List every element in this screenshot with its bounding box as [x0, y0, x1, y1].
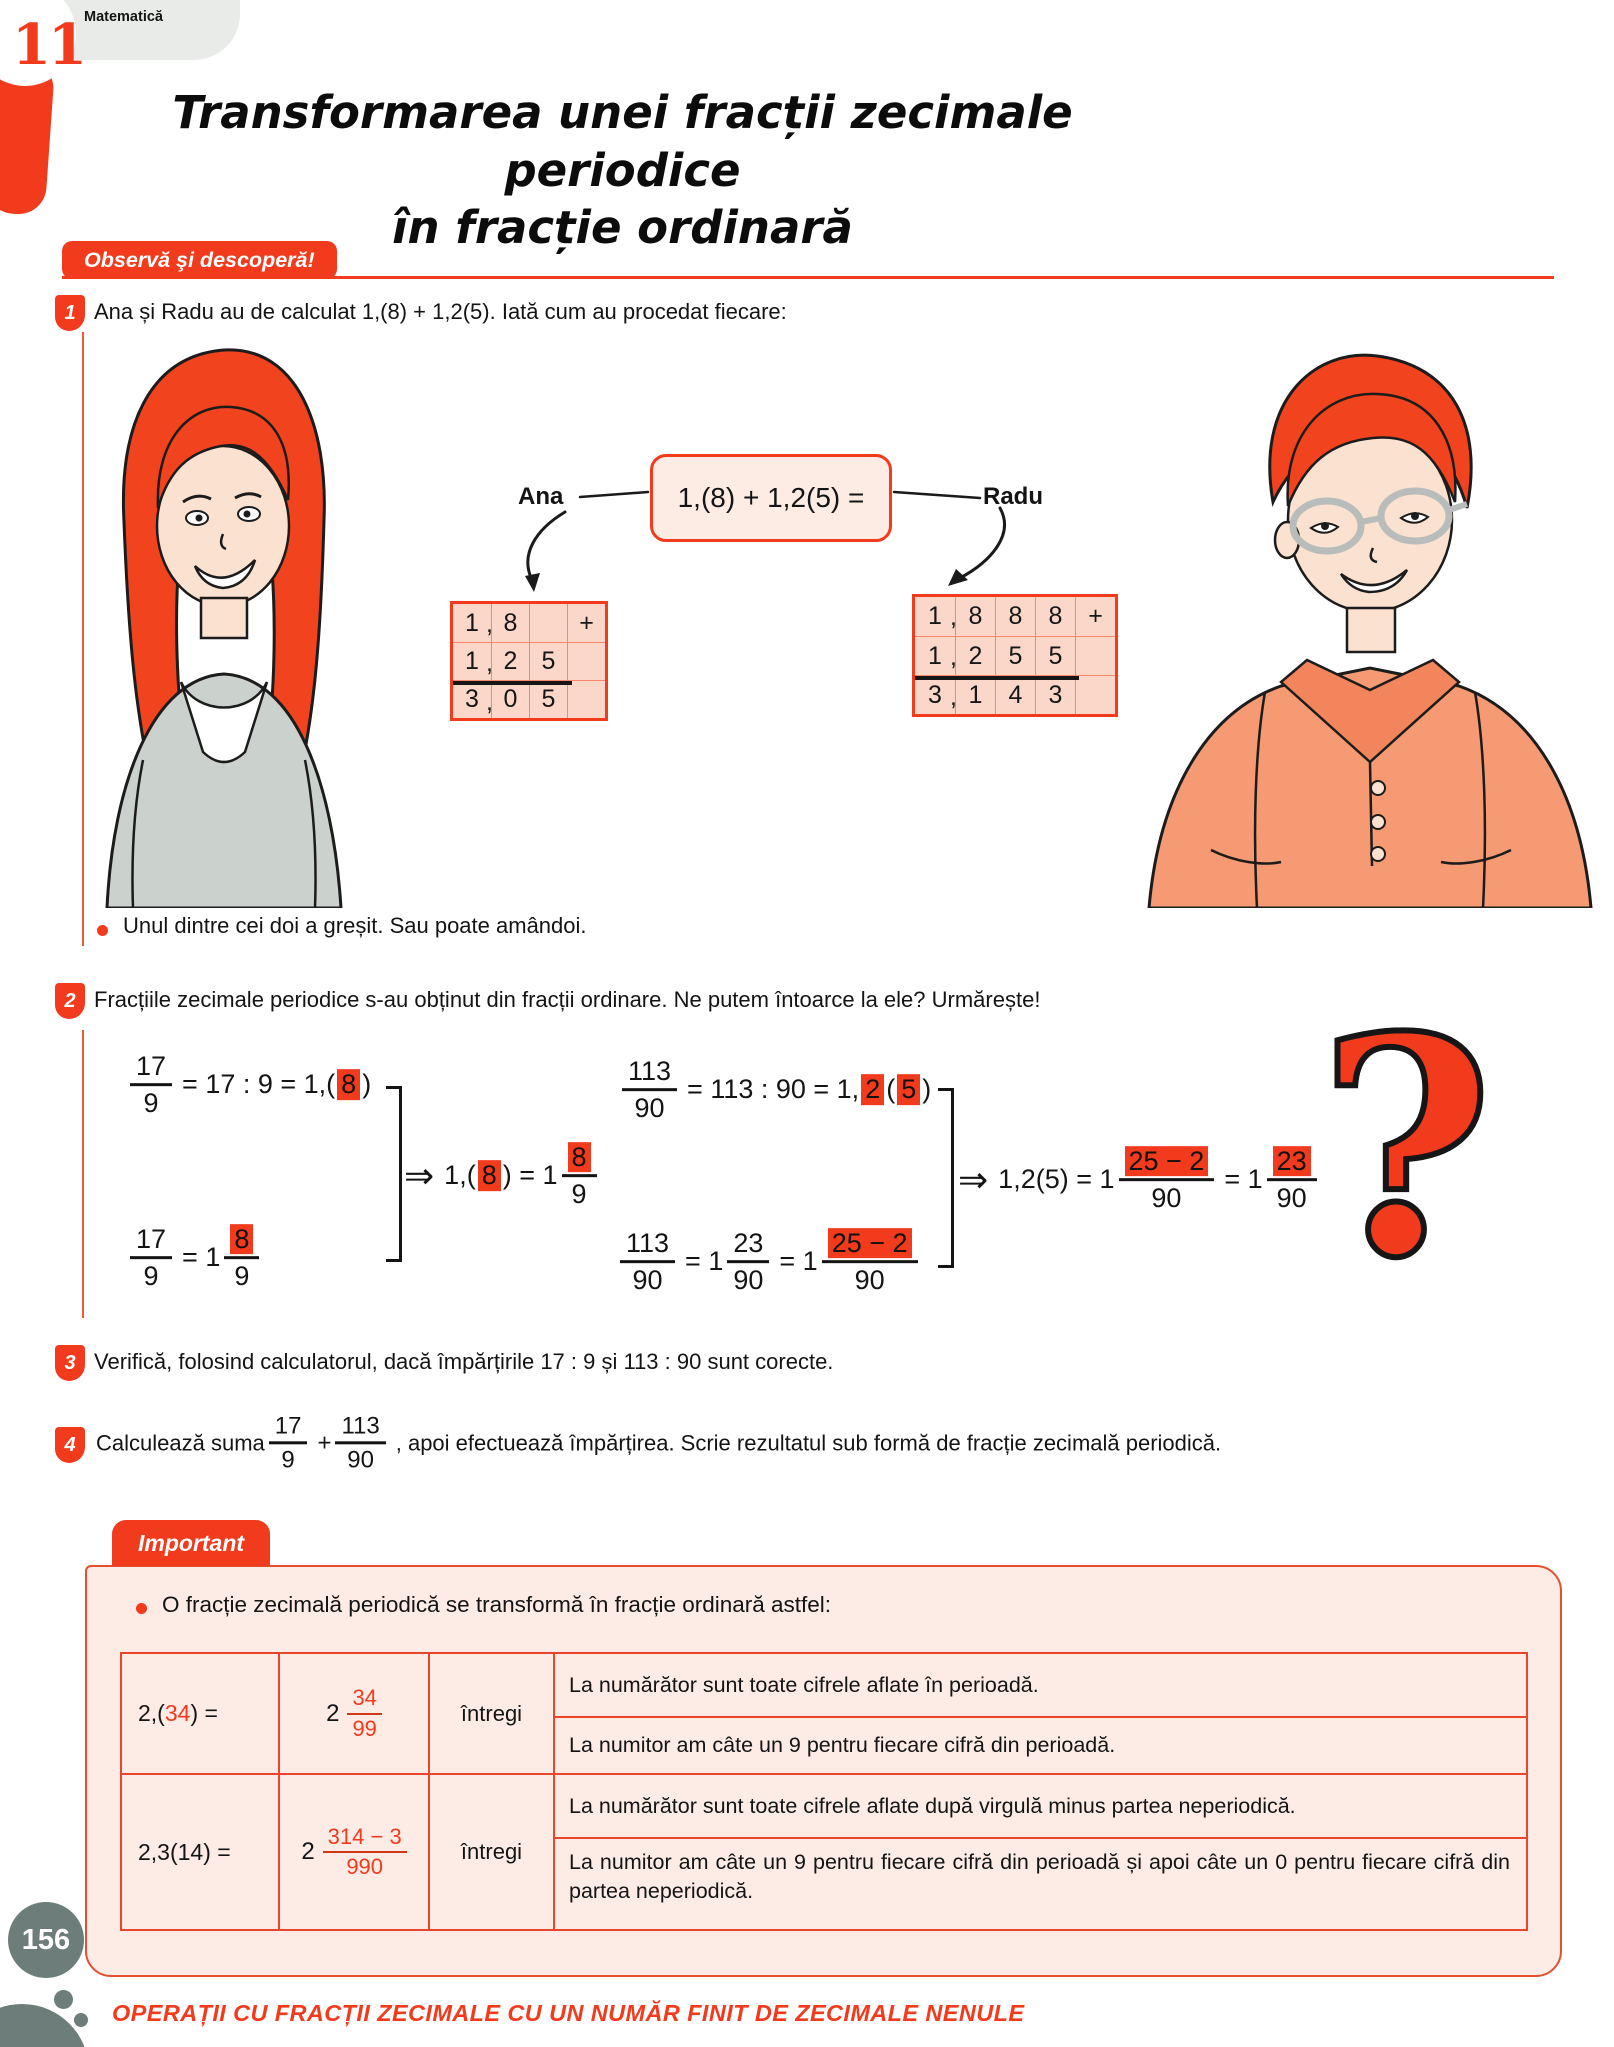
calc-cell: 8	[1035, 597, 1075, 636]
calc-cell: 5	[995, 636, 1035, 675]
calc-cell: 1	[928, 602, 942, 630]
fraction: $\frac{8}{9}$	[224, 1225, 259, 1291]
table-row	[453, 642, 605, 680]
radu-illustration	[1115, 330, 1607, 908]
rule-note: La numitor am câte un 9 pentru fiecare cifră din perioadă și apoi câte un 0 pentru fiecare cifră din partea neperiodică.	[569, 1850, 1510, 1904]
exercise-1-text: Ana și Radu au de calculat 1,(8) + 1,2(5). Iată cum au procedat fiecare:	[94, 299, 787, 324]
equation-113-90-mixed: $\frac{113}{90}$ = 1 $\frac{23}{90}$ = 1 $\frac{25 - 2}{90}$	[618, 1229, 926, 1295]
conclusion-right: ⇒ 1,2(5) = 1 $\frac{25 - 2}{90}$ = 1 $\frac{23}{90}$	[958, 1147, 1325, 1213]
chapter-number: 11	[12, 12, 84, 78]
fraction: $\frac{25 - 2}{90}$	[1119, 1147, 1215, 1213]
important-intro-text: O fracție zecimală periodică se transformă în fracție ordinară astfel:	[162, 1592, 832, 1617]
rule-note: La numărător sunt toate cifrele aflate în perioadă.	[555, 1654, 1526, 1718]
unit-label: întregi	[430, 1654, 555, 1773]
calc-cell: 5	[529, 642, 567, 680]
ana-label: Ana	[518, 483, 564, 510]
ana-calc-table	[450, 601, 608, 721]
exercise-4-number-badge: 4	[55, 1427, 85, 1463]
equation-17-9-division: $\frac{17}{9}$ = 17 : 9 = 1,( 8 )	[128, 1052, 373, 1118]
fraction: $\frac{17}{9}$	[130, 1225, 172, 1291]
decimal-comma: ,	[950, 643, 957, 671]
table-row	[915, 636, 1115, 675]
expression-box: 1,(8) + 1,2(5) =	[650, 454, 892, 542]
important-table	[120, 1652, 1528, 1931]
decimal-comma: ,	[486, 610, 493, 638]
decimal-comma: ,	[950, 603, 957, 631]
bullet-icon	[97, 925, 108, 936]
calc-cell: 1	[453, 642, 491, 680]
decorative-dot	[54, 1990, 73, 2009]
exercise-2-left-rule	[82, 1030, 84, 1318]
calc-cell: 5	[529, 680, 567, 718]
subject-label: Matematică	[84, 9, 163, 25]
calc-cell: 2	[955, 636, 995, 675]
calc-cell	[1075, 675, 1115, 714]
calc-cell: 4	[995, 675, 1035, 714]
rule-notes	[555, 1654, 1526, 1773]
page-title	[75, 84, 1170, 257]
radu-calc-table	[912, 594, 1118, 717]
table-row	[915, 675, 1115, 714]
exercise-4-text: Calculează suma $\frac{17}{9}$ + $\frac{113}{90}$ , apoi efectuează împărțirea. Scrie rezultatul sub formă de fracție zecimală periodică.	[96, 1412, 1222, 1474]
radu-label: Radu	[983, 483, 1043, 510]
arrow-to-radu-icon	[960, 508, 1004, 578]
conclusion-left: ⇒ 1,( 8 ) = 1 $\frac{8}{9}$	[404, 1143, 605, 1209]
fraction: $\frac{113}{90}$	[622, 1057, 677, 1123]
equation-17-9-mixed: $\frac{17}{9}$ = 1 $\frac{8}{9}$	[128, 1225, 267, 1291]
important-badge: Important	[112, 1520, 270, 1566]
table-row	[915, 597, 1115, 636]
mixed-number-result: 2 34 99	[280, 1654, 430, 1773]
calc-cell: 2	[491, 642, 529, 680]
fraction: $\frac{25 - 2}{90}$	[822, 1229, 918, 1295]
calc-cell: 0	[491, 680, 529, 718]
calc-cell: 8	[995, 597, 1035, 636]
implies-arrow-icon: ⇒	[404, 1155, 435, 1196]
calc-cell: 3	[453, 680, 491, 718]
page-title-line1: Transformarea unei fracții zecimale periodice	[172, 86, 1073, 197]
fraction: $\frac{17}{9}$	[269, 1413, 308, 1472]
calc-cell: 5	[1035, 636, 1075, 675]
table-row	[122, 1654, 1526, 1775]
decimal-comma: ,	[950, 683, 957, 711]
exercise-3-text: Verifică, folosind calculatorul, dacă împărțirile 17 : 9 și 113 : 90 sunt corecte.	[94, 1349, 834, 1374]
fraction: 314 − 3 990	[323, 1825, 407, 1879]
corner-decoration	[0, 2004, 89, 2047]
table-row	[122, 1775, 1526, 1929]
rule-note: La numitor am câte un 9 pentru fiecare cifră din perioadă.	[569, 1733, 1116, 1757]
decorative-dot	[74, 2013, 88, 2027]
ana-illustration	[95, 330, 353, 908]
section-badge: Observă şi descoperă!	[62, 241, 337, 279]
fraction: $\frac{113}{90}$	[620, 1229, 675, 1295]
fraction: $\frac{23}{90}$	[727, 1229, 769, 1295]
grouping-bracket	[938, 1088, 954, 1268]
calc-cell: +	[1075, 597, 1115, 636]
fraction: $\frac{8}{9}$	[562, 1143, 597, 1209]
calc-cell: 3	[1035, 675, 1075, 714]
sum-line	[915, 676, 1079, 680]
rule-notes	[555, 1775, 1526, 1929]
calc-cell	[1075, 636, 1115, 675]
fraction: $\frac{113}{90}$	[335, 1413, 385, 1472]
exercise-2-text: Fracțiile zecimale periodice s-au obținut din fracții ordinare. Ne putem întoarce la ele? Urmărește!	[94, 987, 1041, 1012]
calc-cell: 8	[955, 597, 995, 636]
page-title-line2: în fracție ordinară	[392, 201, 853, 255]
calc-cell: +	[567, 604, 605, 642]
bullet-icon	[136, 1603, 147, 1614]
arrow-to-ana-icon	[528, 512, 565, 580]
decimal-comma: ,	[486, 649, 493, 677]
calc-cell: 1	[915, 636, 955, 675]
footer-chapter-title: OPERAȚII CU FRACȚII ZECIMALE CU UN NUMĂR FINIT DE ZECIMALE NENULE	[112, 2000, 1025, 2026]
fraction: $\frac{23}{90}$	[1267, 1147, 1317, 1213]
question-mark-illustration: ?	[1318, 971, 1494, 1324]
fraction: $\frac{17}{9}$	[130, 1052, 172, 1118]
unit-label: întregi	[430, 1775, 555, 1929]
decimal-comma: ,	[486, 688, 493, 716]
exercise-1-bullet-text: Unul dintre cei doi a greșit. Sau poate amândoi.	[123, 913, 587, 938]
page-number-badge: 156	[8, 1902, 84, 1978]
calc-cell: 1	[465, 608, 479, 637]
calc-cell: 1	[955, 675, 995, 714]
calc-cell	[567, 642, 605, 680]
exercise-3-number-badge: 3	[55, 1345, 85, 1381]
highlighted-digit: 8	[337, 1070, 360, 1101]
fraction: 34 99	[347, 1686, 381, 1740]
grouping-bracket	[386, 1086, 402, 1262]
table-row	[453, 680, 605, 718]
pointer-arrows	[350, 440, 1150, 600]
equation-113-90-division: $\frac{113}{90}$ = 113 : 90 = 1, 2 ( 5 )	[620, 1057, 933, 1123]
calc-cell	[529, 604, 567, 642]
table-row	[453, 604, 605, 642]
calc-cell: 8	[491, 604, 529, 642]
implies-arrow-icon: ⇒	[958, 1159, 989, 1200]
calc-cell: 3	[915, 675, 955, 714]
exercise-2-number-badge: 2	[55, 983, 85, 1019]
periodic-expression: 2,( 34 ) =	[122, 1654, 280, 1773]
calc-cell	[567, 680, 605, 718]
sum-line	[453, 681, 572, 685]
exercise-1-left-rule	[82, 332, 84, 946]
mixed-number-result: 2 314 − 3 990	[280, 1775, 430, 1929]
rule-note: La numărător sunt toate cifrele aflate după virgulă minus partea neperiodică.	[555, 1775, 1526, 1839]
periodic-expression: 2,3(14) =	[122, 1775, 280, 1929]
exercise-1-number-badge: 1	[55, 295, 85, 331]
